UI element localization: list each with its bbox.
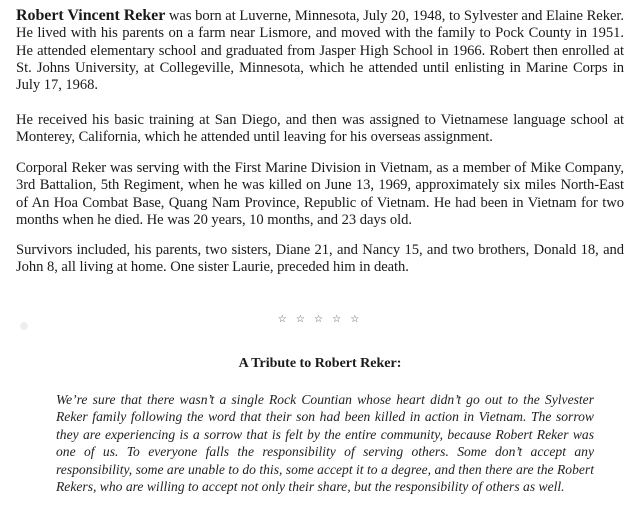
birth-paragraph-text: was born at Luverne, Minnesota, July 20, 1948, to Sylvester and Elaine Reker. He lived with his parents on a farm near Lismore, and moved with the family to Pock County in 1951. He attended elementary school and graduated from Jasper High School in 1966. Robert then enrolled at St. Johns University, at Collegeville, Minnesota, which he attended until enlisting in Marine Corps in July 17, 1968. — [16, 8, 624, 94]
tribute-body: We’re sure that there wasn’t a single Rock Countian whose heart didn’t go out to the Sylvester Reker family following the word that their son had been killed in action in Vietnam. The sorrow they are experiencing is a sorrow that is felt by the entire community, because Robert Reker was one of us. To everyone falls the responsibility of serving others. Some don’t accept any responsibility, some are unable to do this, some accept it to a degree, and then there are the Robert Rekers, who are willing to accept not only their share, but the responsibility of others as well. — [56, 392, 594, 495]
obituary-paragraph-survivors: Survivors included, his parents, two sisters, Diane 21, and Nancy 15, and two brothers, Donald 18, and John 8, all living at home. One sister Laurie, preceded him in death. — [16, 242, 624, 276]
star-separator: ☆ ☆ ☆ ☆ ☆ — [277, 314, 363, 325]
obituary-paragraph-training: He received his basic training at San Diego, and then was assigned to Vietnamese language school at Monterey, California, which he attended until leaving for his overseas assignment. — [16, 112, 624, 146]
subject-name: Robert Vincent Reker — [16, 7, 166, 24]
obituary-paragraph-service: Corporal Reker was serving with the First Marine Division in Vietnam, as a member of Mike Company, 3rd Battalion, 5th Regiment, when he was killed on June 13, 1969, approximately six miles North-East of An Hoa Combat Base, Quang Nam Province, Republic of Vietnam. He had been in Vietnam for two months when he died. He was 20 years, 10 months, and 23 days old. — [16, 160, 624, 228]
obituary-paragraph-birth — [16, 7, 624, 94]
tribute-heading: A Tribute to Robert Reker: — [238, 356, 402, 371]
